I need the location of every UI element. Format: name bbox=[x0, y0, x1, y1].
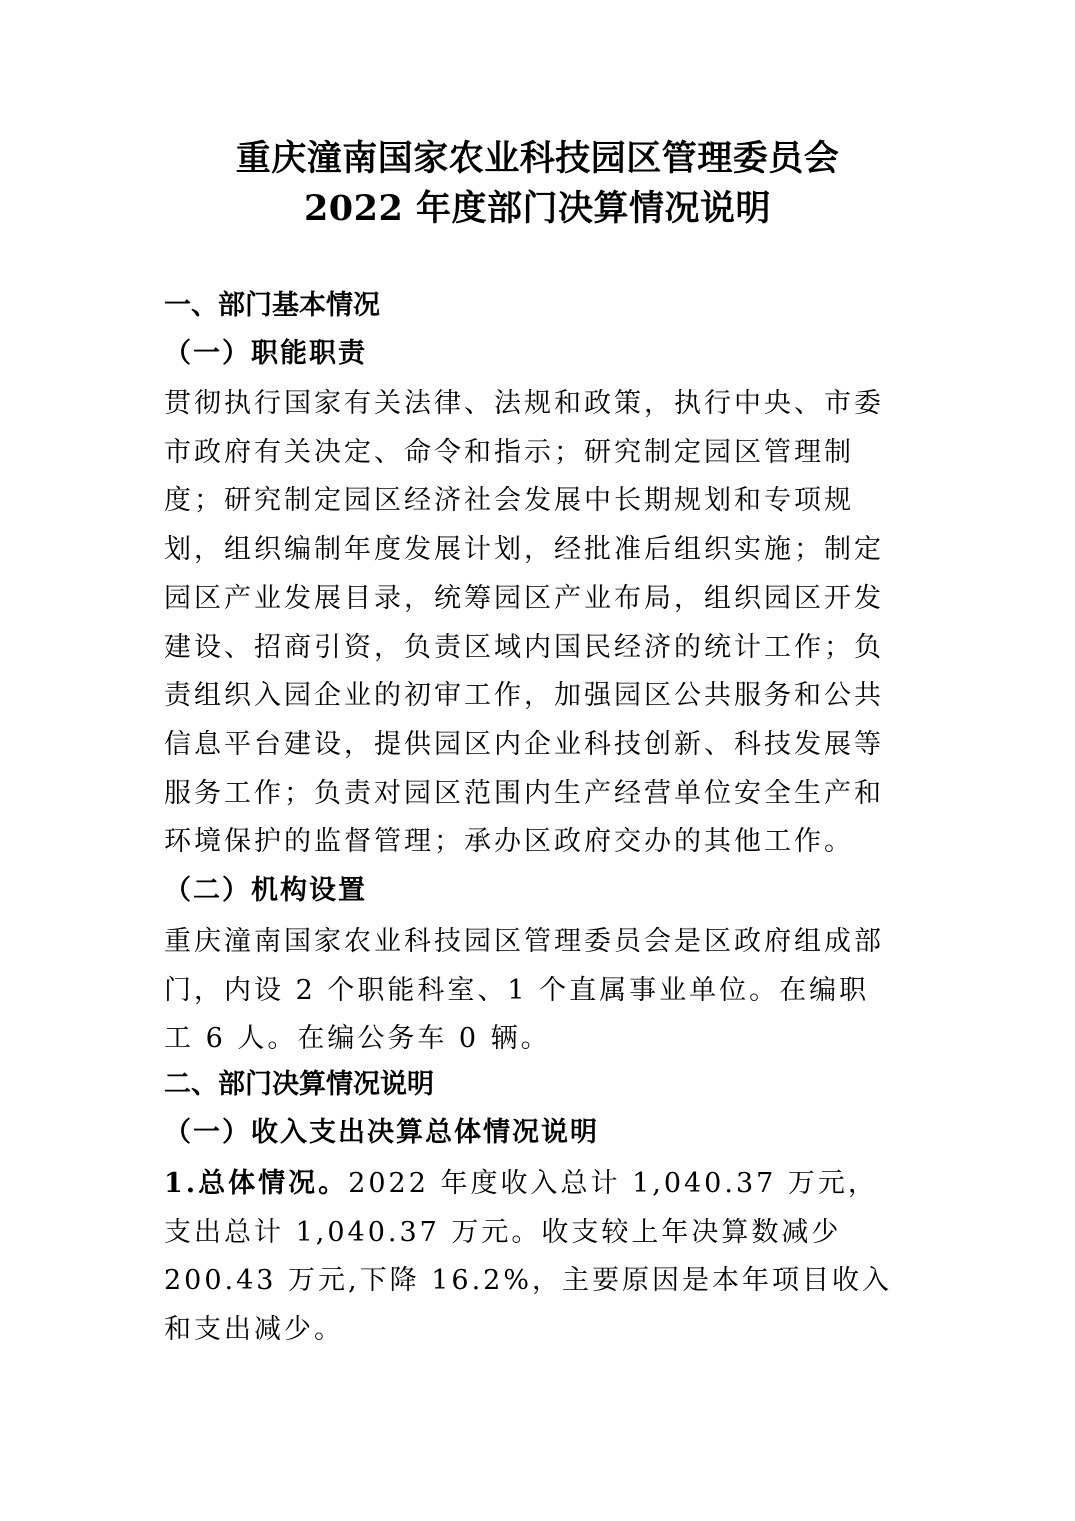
section1-sub1-heading: （一）职能职责 bbox=[164, 338, 367, 369]
section2-item1-lead: 1.总体情况。 bbox=[164, 1168, 349, 1199]
section1-sub1-body: 贯彻执行国家有关法律、法规和政策，执行中央、市委市政府有关决定、命令和指示；研究制定园区管理制度；研究制定园区经济社会发展中长期规划和专项规划，组织编制年度发展计划，经批准后组织实施；制定园区产业发展目录，统筹园区产业布局，组织园区开发建设、招商引资，负责区域内国民经济的统计工作；负责组织入园企业的初审工作，加强园区公共服务和公共信息平台建设，提供园区内企业科技创新、科技发展等服务工作；负责对园区范围内生产经营单位安全生产和环境保护的监督管理；承办区政府交办的其他工作。 bbox=[164, 388, 884, 858]
section1-sub2-body: 重庆潼南国家农业科技园区管理委员会是区政府组成部门，内设 2 个职能科室、1 个直属事业单位。在编职工 6 人。在编公务车 0 辆。 bbox=[164, 926, 884, 1055]
document-title-line2: 2022 年度部门决算情况说明 bbox=[303, 188, 772, 229]
section2-heading: 二、部门决算情况说明 bbox=[164, 1069, 434, 1100]
section2-sub1-heading: （一）收入支出决算总体情况说明 bbox=[164, 1117, 599, 1148]
section1-sub2-heading: （二）机构设置 bbox=[164, 875, 367, 906]
section2-item1-paragraph bbox=[164, 1160, 894, 1355]
document-title-line1: 重庆潼南国家农业科技园区管理委员会 bbox=[235, 138, 840, 179]
section2-item1-body: 2022 年度收入总计 1,040.37 万元，支出总计 1,040.37 万元。收支较上年决算数减少 200.43 万元,下降 16.2%，主要原因是本年项目收入和支出减少。 bbox=[164, 1168, 892, 1346]
section1-heading: 一、部门基本情况 bbox=[164, 290, 380, 321]
